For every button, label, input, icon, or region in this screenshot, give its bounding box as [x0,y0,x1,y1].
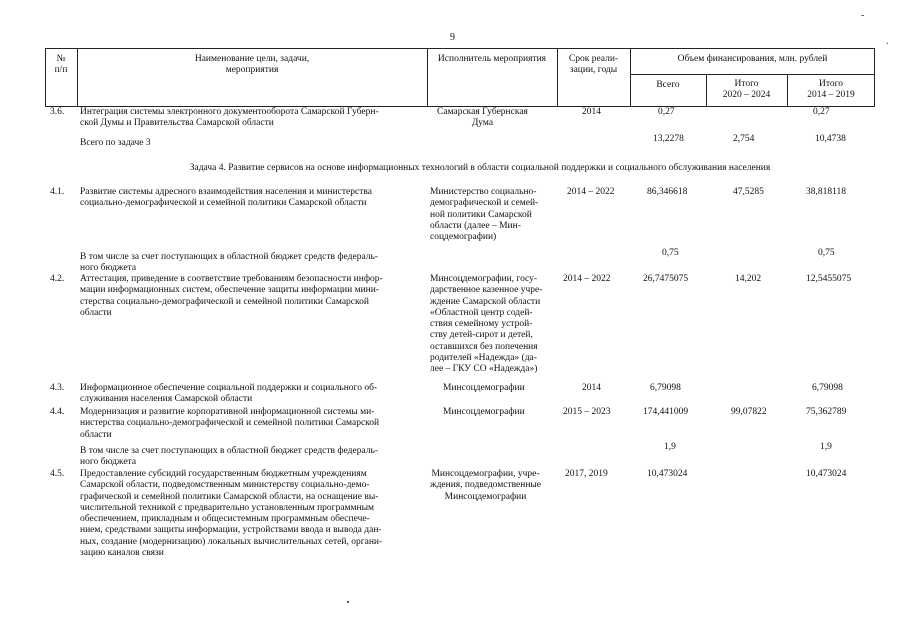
row-total-2014-2019: 75,362789 [806,407,847,417]
header-total: Всего [656,80,680,90]
task-title: Задача 4. Развитие сервисов на основе информационных технологий в области социальной поддержки и социального обслуживания населения [189,163,771,173]
row-total: 10,473024 [647,469,688,479]
row-term: 2015 – 2023 [563,407,611,417]
row-name: Модернизация и развитие корпоративной информационной системы ми- нистерства социально-демографической и семейной политики Самарской области [80,407,380,440]
row-total-2020-2024: 14,202 [735,274,762,284]
row-total-2020-2024: 2,754 [733,134,755,144]
header-executor: Исполнитель мероприятия [437,54,547,64]
row-executor: Минсоцдемографии, госу- дарственное казенное учре- ждение Самарской области «Областной центр содей- ствия семейному устрой- ству детей-сирот и детей, оставшихся без попечения родителей «Надежда» (да- лее – ГКУ СО «Надежда») [430,274,543,375]
row-total-2014-2019: 6,79098 [812,383,843,393]
row-executor: Министерство социально- демографической и семей- ной политики Самарской области (далее – Мин- соцдемографии) [430,187,539,243]
row-total: 86,346618 [647,187,688,197]
row-number: 4.5. [50,469,65,479]
row-total: 174,441009 [643,407,689,417]
row-total: 1,9 [664,442,676,452]
row-name: Интеграция системы электронного документооборота Самарской Губерн- ской Думы и Правительства Самарской области [80,107,379,129]
row-total-2020-2024: 47,5285 [733,187,764,197]
row-name: Информационное обеспечение социальной поддержки и социального об- служивания населения Самарской области [80,383,378,405]
header-term: Срок реали- зации, годы [568,54,619,75]
header-total-2014-2019: Итого 2014 – 2019 [807,79,855,100]
row-number: 4.1. [50,187,65,197]
row-total-2014-2019: 10,4738 [815,134,846,144]
scan-speck [347,601,349,603]
row-term: 2014 – 2022 [567,187,615,197]
row-total: 6,79098 [650,383,681,393]
row-total-2014-2019: 10,473024 [806,469,847,479]
row-term: 2017, 2019 [565,469,608,479]
row-name: В том числе за счет поступающих в областной бюджет средств федераль- ного бюджета [80,252,378,274]
header-name: Наименование цели, задачи, мероприятия [194,54,310,75]
scan-mark: - [861,10,865,21]
row-executor: Минсоцдемографии [443,383,525,393]
row-term: 2014 – 2022 [563,274,611,284]
row-total-2014-2019: 38,818118 [806,187,847,197]
row-total-2014-2019: 0,75 [818,248,835,258]
row-name: Аттестация, приведение в соответствие требованиям безопасности инфор- мации информационных систем, обеспечение защиты информации мини- стерства социально-демографической и семейной политики Самарской области [80,274,383,318]
row-total: 13,2278 [653,134,684,144]
row-number: 4.2. [50,274,65,284]
row-total-2020-2024: 99,07822 [731,407,767,417]
row-term: 2014 [582,383,601,393]
row-executor: Самарская Губернская Дума [437,107,528,129]
row-name: В том числе за счет поступающих в областной бюджет средств федераль- ного бюджета [80,446,378,468]
row-name: Всего по задаче 3 [80,138,151,148]
row-total: 26,7475075 [643,274,689,284]
row-executor: Минсоцдемографии [443,407,525,417]
header-total-2020-2024: Итого 2020 – 2024 [722,79,771,100]
header-financing: Объем финансирования, млн. рублей [677,54,828,64]
row-total: 0,75 [662,248,679,258]
row-name: Предоставление субсидий государственным бюджетным учреждениям Самарской области, подведомственным министерству социально-демо- графической и семейной политики Самарской области, на оснащение вы- числительной техникой с предварительно установленным программным обеспечением, прикладным и общесистемным программным обеспече- нием, средствами защиты информации, устройствами ввода и вывода дан- ных, создание (модернизацию) локальных вычислительных сетей, органи- зацию каналов связи [80,469,383,559]
row-total: 0,27 [658,107,675,117]
header-num: № п/п [54,54,68,75]
row-total-2014-2019: 0,27 [813,107,830,117]
row-total-2014-2019: 1,9 [820,442,832,452]
row-number: 4.3. [50,383,65,393]
row-name: Развитие системы адресного взаимодействия населения и министерства социально-демографической и семейной политики Самарской области [80,187,372,209]
row-number: 4.4. [50,407,65,417]
scan-mark: . [886,36,889,47]
row-executor: Минсоцдемографии, учре- ждения, подведомственные Минсоцдемографии [430,469,542,502]
page-number: 9 [450,32,455,43]
row-total-2014-2019: 12,5455075 [806,274,852,284]
row-term: 2014 [582,107,601,117]
row-number: 3.6. [50,107,65,117]
